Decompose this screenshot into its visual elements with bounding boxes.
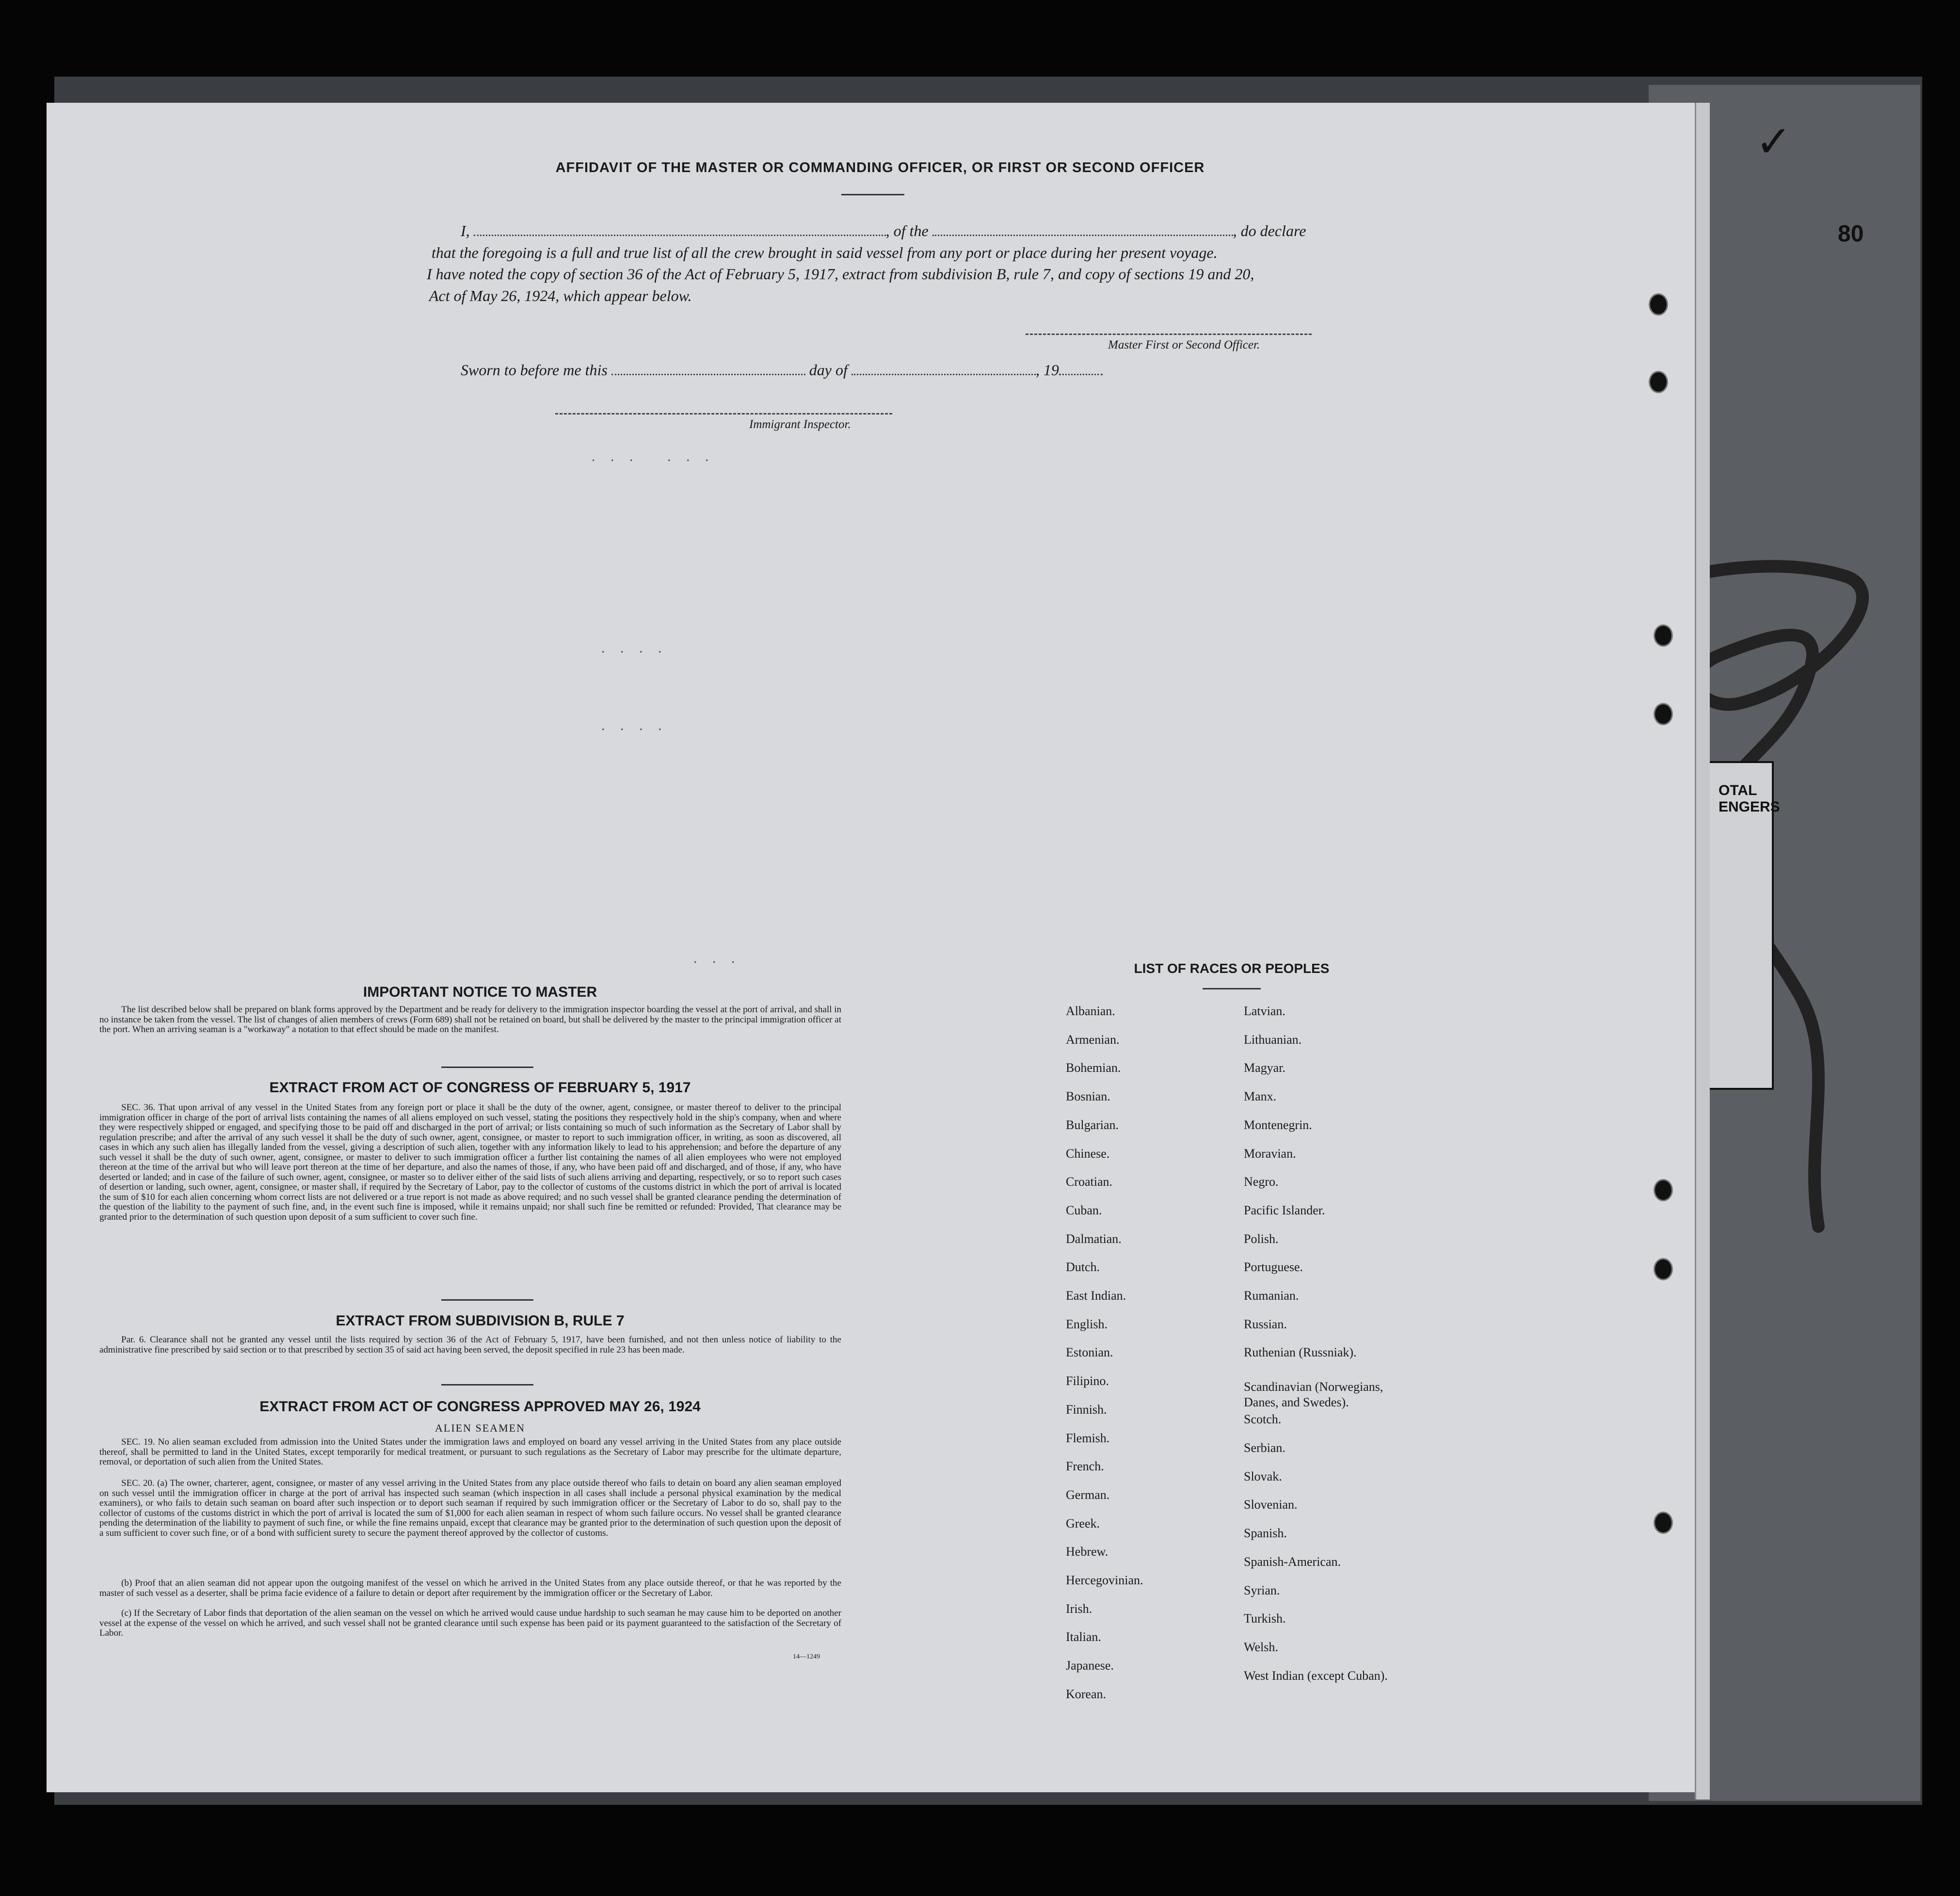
sec19-body: SEC. 19. No alien seaman excluded from admission into the United States under the immigration laws and employed on board any vessel arriving in the United States from any place outside thereof, shall be permitted to land in the United States, except temporarily for medical treatment, or pursuant to such regulations as the Secretary of Labor may prescribe for the ultimate departure, removal, or deportation of such alien from the United States. — [99, 1437, 841, 1467]
affidavit-i: I, — [461, 222, 470, 239]
race-item: Irish. — [1066, 1602, 1092, 1616]
check-mark-icon: ✓ — [1755, 118, 1792, 166]
sworn-text: Sworn to before me this — [461, 361, 608, 379]
race-item: Japanese. — [1066, 1658, 1114, 1673]
punch-hole-icon — [1649, 293, 1668, 316]
day-blank — [611, 365, 805, 375]
total-passengers-tab — [1702, 761, 1780, 1090]
race-item: Negro. — [1244, 1175, 1279, 1189]
title-divider — [841, 194, 904, 195]
sworn-line — [461, 361, 1103, 379]
inspector-signature-line — [555, 413, 892, 414]
race-item: Bohemian. — [1066, 1061, 1121, 1075]
race-item: Korean. — [1066, 1687, 1107, 1701]
punch-hole-icon — [1649, 371, 1668, 393]
affidavit-of-the: , of the — [885, 222, 929, 239]
race-item: Scandinavian (Norwegians, Danes, and Swedes). — [1244, 1380, 1383, 1409]
faint-marks: . . . . . . — [592, 448, 715, 464]
inspector-caption: Immigrant Inspector. — [749, 418, 851, 431]
punch-hole-icon — [1654, 1258, 1673, 1280]
race-item: English. — [1066, 1317, 1108, 1331]
sec20c-body: (c) If the Secretary of Labor finds that deportation of the alien seaman on the vessel on which he arrived would cause undue hardship to such seaman he may cause him to be deported on another vessel at the expense of the vessel on which he arrived, and such vessel shall not be granted clearance until such expense has been paid or its payment guaranteed to the satisfaction of the Secretary of Labor. — [99, 1608, 841, 1638]
punch-hole-icon — [1654, 1179, 1673, 1201]
race-item: Greek. — [1066, 1516, 1100, 1530]
races-title: LIST OF RACES OR PEOPLES — [1134, 961, 1330, 976]
race-item: Slovenian. — [1244, 1498, 1298, 1512]
race-item: Hercegovinian. — [1066, 1573, 1143, 1587]
race-item: French. — [1066, 1459, 1104, 1473]
race-item: Dutch. — [1066, 1260, 1100, 1274]
race-item: Polish. — [1244, 1232, 1279, 1246]
faint-marks: . . . — [693, 950, 741, 966]
race-item: Manx. — [1244, 1089, 1277, 1103]
race-item: Estonian. — [1066, 1345, 1113, 1359]
race-item: Italian. — [1066, 1630, 1101, 1644]
alien-seamen-subtitle: ALIEN SEAMEN — [435, 1422, 525, 1434]
race-item: Magyar. — [1244, 1061, 1285, 1075]
race-item: Lithuanian. — [1244, 1033, 1302, 1047]
master-signature-line — [1026, 334, 1312, 335]
rule7-body: Par. 6. Clearance shall not be granted any vessel until the lists required by section 36 of the Act of February 5, 1917, have been furnished, and not then unless notice of liability to the administrative fine prescribed by said section or to that prescribed by section 35 of said act having been served, the deposit specified in rule 23 has been made. — [99, 1335, 841, 1355]
race-item: Scotch. — [1244, 1412, 1282, 1426]
margin-page-number: 80 — [1838, 221, 1864, 247]
name-blank — [474, 226, 886, 236]
notice-divider — [441, 1067, 533, 1068]
sec20b-body: (b) Proof that an alien seaman did not appear upon the outgoing manifest of the vessel on which he arrived in the United States from any place outside thereof, or that he was reported by the master of such vessel as a deserter, shall be prima facie evidence of a failure to detain or deport after requirement by the immigration officer or the Secretary of Labor. — [99, 1578, 841, 1598]
races-divider — [1203, 988, 1261, 989]
punch-hole-icon — [1654, 703, 1673, 725]
race-item: Russian. — [1244, 1317, 1287, 1331]
race-item: Latvian. — [1244, 1004, 1285, 1018]
tab-label: OTAL ENGERS — [1719, 782, 1780, 815]
race-item: Albanian. — [1066, 1004, 1115, 1018]
year-text: , 19 — [1035, 361, 1059, 379]
faint-marks: . . . . — [601, 640, 668, 656]
extract-1924-title: EXTRACT FROM ACT OF CONGRESS APPROVED MAY 26, 1924 — [259, 1399, 701, 1415]
affidavit-title: AFFIDAVIT OF THE MASTER OR COMMANDING OFFICER, OR FIRST OR SECOND OFFICER — [555, 160, 1205, 175]
sec20a-body: SEC. 20. (a) The owner, charterer, agent, consignee, or master of any vessel arriving in the United States from any place outside thereof who fails to detain on board any alien seaman employed on such vessel until the immigration officer in charge at the port of arrival has inspected such seaman (which inspection in all cases shall include a personal physical examination by the medical examiners), or who fails to detain such seaman on board after such inspection or to deport such seaman if required by such immigration officer or the Secretary of Labor to do so, shall pay to the collector of customs of the customs district in which the port of arrival is located the sum of $1,000 for each alien seaman in respect of whom such failure occurs. No vessel shall be granted clearance pending the determination of the liability to payment of such fine, or while the fine remains unpaid, except that clearance may be granted prior to the determination of such question upon the deposit of a sum sufficient to cover such fine, or of a bond with sufficient surety to secure the payment thereof approved by the collector of customs. — [99, 1478, 841, 1538]
month-blank — [851, 365, 1036, 375]
year-blank — [1059, 365, 1103, 375]
race-item: Syrian. — [1244, 1583, 1280, 1597]
affidavit-line-1 — [461, 222, 1306, 240]
race-item: Dalmatian. — [1066, 1232, 1122, 1246]
race-item: Ruthenian (Russniak). — [1244, 1345, 1357, 1359]
race-item: East Indian. — [1066, 1289, 1126, 1303]
race-item: West Indian (except Cuban). — [1244, 1669, 1388, 1683]
vessel-blank — [932, 226, 1233, 236]
race-item: Hebrew. — [1066, 1545, 1109, 1559]
rule7-title: EXTRACT FROM SUBDIVISION B, RULE 7 — [336, 1313, 625, 1329]
affidavit-line-4: Act of May 26, 1924, which appear below. — [429, 287, 692, 304]
form-number: 14—1249 — [793, 1653, 820, 1660]
manifest-page — [47, 103, 1705, 1792]
race-item: Cuban. — [1066, 1203, 1102, 1217]
master-caption: Master First or Second Officer. — [1108, 338, 1260, 351]
race-item: Moravian. — [1244, 1147, 1296, 1161]
race-item: Bulgarian. — [1066, 1118, 1119, 1132]
race-item: Pacific Islander. — [1244, 1203, 1325, 1217]
race-item: Bosnian. — [1066, 1089, 1110, 1103]
punch-hole-icon — [1654, 624, 1673, 647]
race-item: Finnish. — [1066, 1402, 1107, 1417]
affidavit-line-3: I have noted the copy of section 36 of the Act of February 5, 1917, extract from subdivision B, rule 7, and copy of sections 19 and 20, — [427, 265, 1254, 283]
extract-1917-divider — [441, 1299, 533, 1301]
extract-1917-body: SEC. 36. That upon arrival of any vessel in the United States from any foreign port or place it shall be the duty of the owner, agent, consignee, or master thereof to deliver to the principal immigration officer in charge of the port of arrival lists containing the names of all aliens employed on such vessel, stating the positions they respectively hold in the ship's company, when and where they were respectively shipped or engaged, and specifying those to be paid off and discharged in the port of arrival; or lists containing so much of such information as the Secretary of Labor shall by regulation prescribe; and after the arrival of any such vessel it shall be the duty of such owner, agent, consignee, or master to report to such immigration officer, in writing, as soon as discovered, all cases in which any such alien has illegally landed from the vessel, giving a description of such alien, together with any information likely to lead to his apprehension; and before the departure of any such vessel it shall be the duty of such owner, agent, consignee, or master to deliver to such immigration officer a further list containing the names of all alien employees who were not employed thereon at the time of the arrival but who will leave port thereon at the time of her departure, and also the names of those, if any, who have been paid off and discharged, and of those, if any, who have deserted or landed; and in case of the failure of such owner, agent, consignee, or master so to deliver either of the said lists of such aliens arriving and departing, respectively, or so to report such cases of desertion or landing, such owner, agent, consignee, or master shall, if required by the Secretary of Labor, pay to the collector of customs of the customs district in which the port of arrival is located the sum of $10 for each alien concerning whom correct lists are not delivered or a true report is not made as above required; and no such vessel shall be granted clearance pending the determination of the question of the liability to the payment of such fine, and, in the event such fine is imposed, while it remains unpaid; nor shall such fine be remitted or refunded: Provided, That clearance may be granted prior to the determination of such question upon deposit of a sum sufficient to cover such fine. — [99, 1102, 841, 1222]
race-item: Turkish. — [1244, 1611, 1286, 1625]
race-item: Croatian. — [1066, 1175, 1113, 1189]
race-item: Rumanian. — [1244, 1289, 1299, 1303]
punch-hole-icon — [1654, 1512, 1673, 1534]
race-item: Armenian. — [1066, 1033, 1120, 1047]
notice-title: IMPORTANT NOTICE TO MASTER — [363, 984, 597, 1000]
race-item: Chinese. — [1066, 1147, 1110, 1161]
race-item: Filipino. — [1066, 1374, 1109, 1388]
race-item: German. — [1066, 1488, 1110, 1502]
affidavit-declare: , do declare — [1233, 222, 1306, 239]
race-item: Slovak. — [1244, 1469, 1282, 1483]
race-item: Flemish. — [1066, 1431, 1110, 1445]
race-item: Spanish-American. — [1244, 1555, 1341, 1569]
race-item: Welsh. — [1244, 1640, 1278, 1654]
day-of-text: day of — [809, 361, 848, 379]
affidavit-line-2: that the foregoing is a full and true list of all the crew brought in said vessel from any port or place during her present voyage. — [432, 244, 1218, 261]
notice-body: The list described below shall be prepared on blank forms approved by the Department and be ready for delivery to the immigration inspector boarding the vessel at the port of arrival, and shall in no instance be taken from the vessel. The list of changes of alien members of crews (Form 689) shall not be retained on board, but shall be delivered by the master to the principal immigration officer at the port. When an arriving seaman is a "workaway" a notation to that effect should be made on the manifest. — [99, 1004, 841, 1035]
extract-1917-title: EXTRACT FROM ACT OF CONGRESS OF FEBRUARY 5, 1917 — [269, 1080, 691, 1096]
rule7-divider — [441, 1384, 533, 1386]
race-item: Portuguese. — [1244, 1260, 1303, 1274]
race-item: Montenegrin. — [1244, 1118, 1312, 1132]
race-item: Spanish. — [1244, 1526, 1287, 1540]
faint-marks: . . . . — [601, 717, 668, 733]
page-edge — [1695, 103, 1710, 1800]
race-item: Serbian. — [1244, 1441, 1285, 1455]
